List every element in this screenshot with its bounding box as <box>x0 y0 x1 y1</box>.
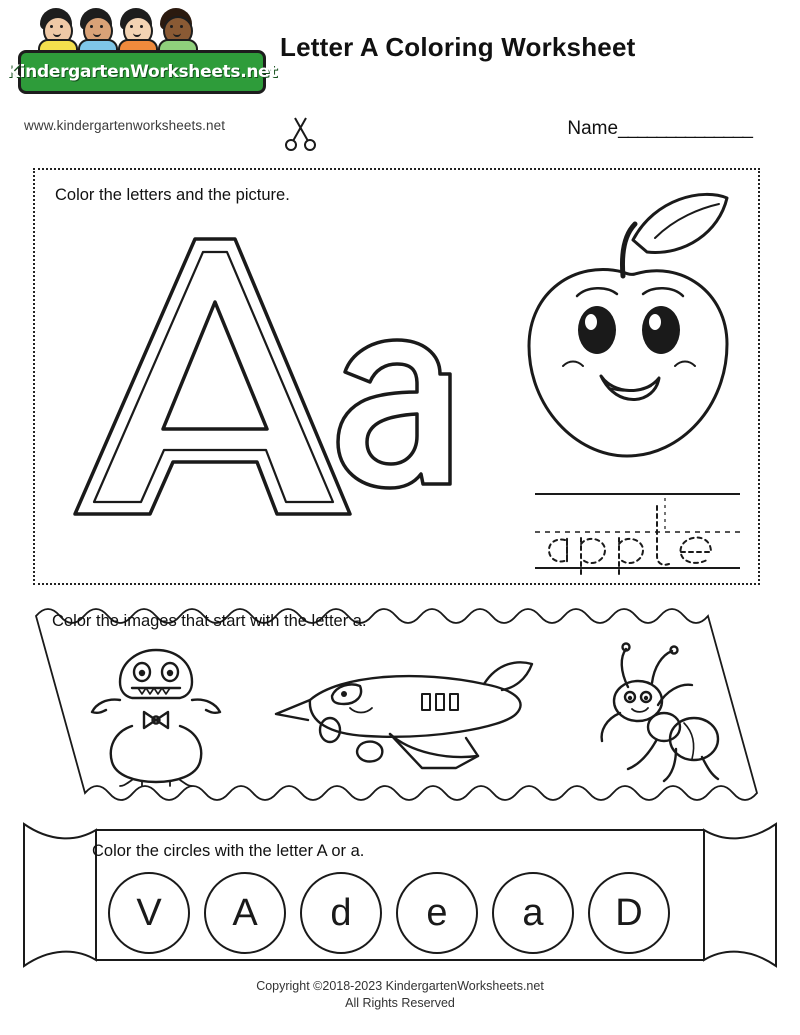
airplane-illustration[interactable] <box>270 656 540 786</box>
logo-text: KindergartenWorksheets.net <box>6 62 278 82</box>
section-color-images <box>30 598 763 811</box>
ant-illustration[interactable] <box>580 643 730 788</box>
letters-outline-aa[interactable] <box>45 214 475 564</box>
kid-figure <box>74 8 118 56</box>
letter-circle[interactable]: d <box>300 872 382 954</box>
name-label: Name <box>567 118 619 139</box>
rights-text: All Rights Reserved <box>345 995 455 1010</box>
name-field[interactable] <box>567 118 752 140</box>
page-footer <box>0 978 800 1012</box>
logo-nameplate <box>6 50 278 94</box>
kid-figure <box>34 8 78 56</box>
section-color-letters <box>33 168 760 585</box>
letter-circle[interactable]: D <box>588 872 670 954</box>
section-color-circles <box>20 820 780 970</box>
trace-word-apple[interactable] <box>535 490 740 575</box>
letter-circle[interactable]: A <box>204 872 286 954</box>
section3-instruction: Color the circles with the letter A or a. <box>92 842 365 860</box>
name-rule: ______________ <box>618 118 752 139</box>
copyright-text: Copyright ©2018-2023 KindergartenWorksheets.net <box>256 979 544 993</box>
alligator-illustration[interactable] <box>80 638 230 788</box>
letter-circle[interactable]: e <box>396 872 478 954</box>
letter-circle[interactable]: V <box>108 872 190 954</box>
kid-figure <box>154 8 198 56</box>
page-title: Letter A Coloring Worksheet <box>280 32 636 62</box>
letter-circle[interactable]: a <box>492 872 574 954</box>
kids-illustration <box>34 8 234 56</box>
scissors-icon <box>282 112 320 152</box>
kid-figure <box>114 8 158 56</box>
section1-instruction: Color the letters and the picture. <box>55 186 290 204</box>
apple-illustration[interactable] <box>505 180 755 480</box>
logo-badge <box>6 8 278 100</box>
site-logo[interactable] <box>6 8 278 100</box>
picture-row <box>40 638 753 798</box>
site-url: www.kindergartenworksheets.net <box>24 118 226 133</box>
page-header <box>0 0 800 145</box>
letter-circles-row <box>108 872 708 958</box>
section2-instruction: Color the images that start with the letter a. <box>52 612 367 630</box>
